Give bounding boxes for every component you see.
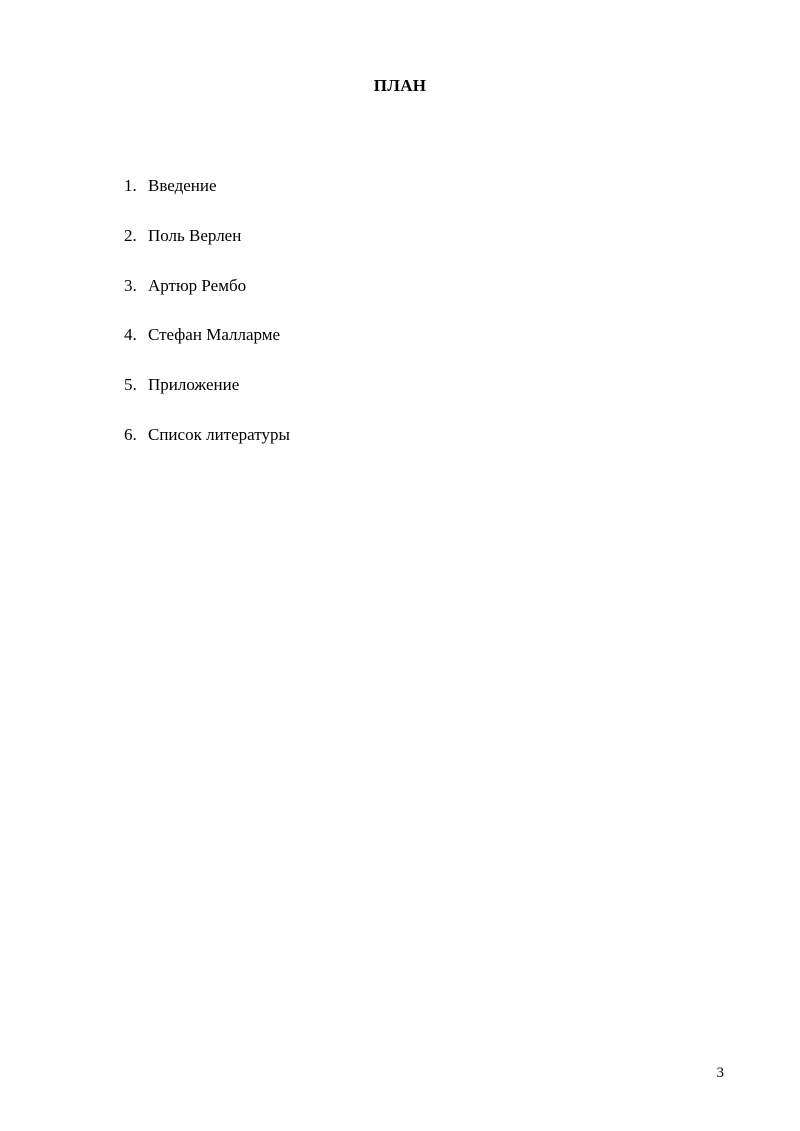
page-number: 3 xyxy=(716,1065,724,1081)
toc-item xyxy=(124,324,290,374)
toc-item xyxy=(124,374,290,424)
toc-item-number: 6. xyxy=(124,424,137,444)
toc-item-label: Приложение xyxy=(148,375,240,395)
toc-item xyxy=(124,225,290,275)
toc-item-number: 3. xyxy=(124,275,137,295)
table-of-contents xyxy=(124,175,290,474)
toc-item-number: 2. xyxy=(124,225,137,245)
toc-item-label: Введение xyxy=(148,176,217,195)
page-title: ПЛАН xyxy=(373,76,427,95)
toc-item-number: 5. xyxy=(124,375,137,395)
toc-item-label: Список литературы xyxy=(148,424,290,444)
toc-item xyxy=(124,424,290,474)
toc-item-label: Поль Верлен xyxy=(148,225,242,245)
toc-item-number: 1. xyxy=(124,176,137,195)
toc-item-label: Артюр Рембо xyxy=(148,275,247,295)
toc-item-number: 4. xyxy=(124,325,137,345)
toc-item xyxy=(124,175,290,225)
toc-item-label: Стефан Малларме xyxy=(148,325,281,345)
toc-item xyxy=(124,275,290,325)
